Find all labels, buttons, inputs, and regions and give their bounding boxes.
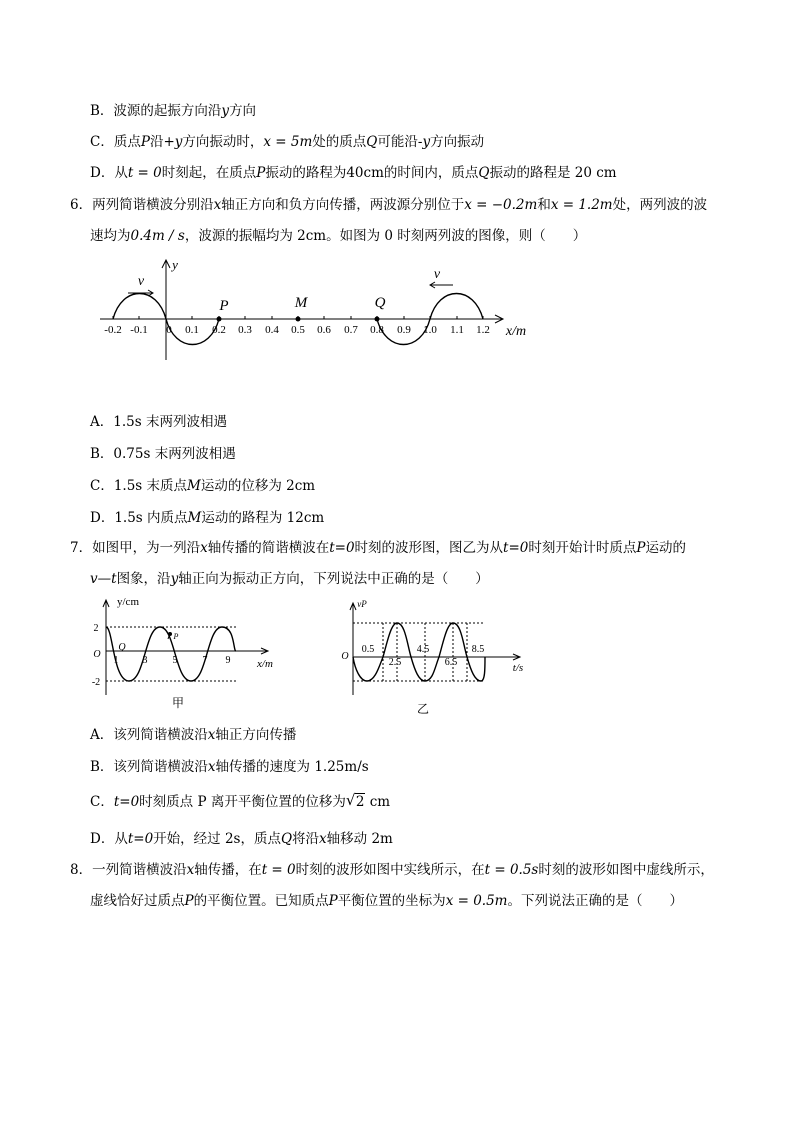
q5-option-b: B．波源的起振方向沿y方向 — [90, 103, 257, 119]
tick-label: 0.4 — [265, 324, 279, 336]
x-axis-label: x/m — [505, 324, 527, 339]
label-v-right: v — [433, 267, 441, 282]
y-tick-label: -2 — [91, 677, 101, 688]
label-m: M — [294, 295, 308, 311]
x-tick-label: 5 — [172, 655, 178, 666]
q6-wave-figure — [95, 255, 535, 365]
point-q-dot — [375, 317, 380, 322]
y-axis-label: y — [172, 257, 178, 272]
point-p-dot — [217, 317, 222, 322]
q6-stem-line1: 6．两列简谐横波分别沿x轴正方向和负方向传播，两波源分别位于x = −0.2m和x = 1.2m处，两列波的波 — [70, 197, 708, 213]
t-axis-label: t/s — [512, 662, 524, 674]
q7-figure-yi — [335, 595, 535, 720]
tick-label: 0.2 — [212, 324, 226, 336]
q6-option-a[interactable]: A．1.5s 末两列波相遇 — [90, 414, 227, 430]
q7-stem-line1: 7．如图甲，为一列沿x轴传播的简谐横波在t=0时刻的波形图，图乙为从t=0时刻开始计时质点P运动的 — [70, 540, 686, 556]
x-tick-label: 3 — [142, 655, 148, 666]
q7-option-a[interactable]: A．该列简谐横波沿x轴正方向传播 — [90, 727, 297, 743]
label-q: Q — [118, 642, 126, 653]
q5-option-d: D．从t = 0时刻起，在质点P振动的路程为40cm的时间内，质点Q振动的路程是 20 cm — [90, 165, 617, 181]
tick-label: 0 — [166, 324, 172, 336]
x-tick-label: 1 — [113, 655, 119, 666]
q8-stem-line2: 虚线恰好过质点P的平衡位置。已知质点P平衡位置的坐标为x = 0.5m。下列说法正确的是（ ） — [90, 893, 683, 909]
tick-label: -0.1 — [130, 324, 148, 336]
tick-label: 0.5 — [291, 324, 305, 336]
q5-option-c: C．质点P沿+y方向振动时，x = 5m处的质点Q可能沿-y方向振动 — [90, 134, 485, 150]
label-q: Q — [374, 295, 386, 311]
origin-label: O — [93, 649, 101, 660]
tick-label: 0.6 — [317, 324, 331, 336]
label-v-left: v — [137, 274, 145, 289]
q6-option-c[interactable]: C．1.5s 末质点M运动的位移为 2cm — [90, 478, 316, 494]
x-axis-label: x/m — [257, 658, 273, 670]
label-p: P — [219, 298, 229, 314]
tick-label: 0.8 — [370, 324, 384, 336]
origin-label: O — [341, 651, 349, 662]
tick-label: 0.9 — [397, 324, 411, 336]
q7-option-c[interactable]: C．t=0时刻质点 P 离开平衡位置的位移为 √ 2 cm — [90, 791, 391, 810]
q7-figure-jia — [88, 595, 288, 715]
t-tick-label: 2.5 — [388, 657, 402, 668]
q8-stem-line1: 8．一列简谐横波沿x轴传播，在t = 0时刻的波形如图中实线所示，在t = 0.5s时刻的波形如图中虚线所示， — [70, 862, 714, 878]
x-tick-label: 7 — [202, 655, 208, 666]
t-tick-label: 8.5 — [471, 644, 485, 655]
y-tick-label: 2 — [93, 623, 99, 634]
tick-label: 1.2 — [476, 324, 490, 336]
t-tick-label: 0.5 — [361, 644, 375, 655]
point-m-dot — [296, 317, 301, 322]
tick-label: 1.0 — [423, 324, 437, 336]
point-p-dot — [168, 632, 172, 636]
tick-label: 0.3 — [238, 324, 252, 336]
q6-stem-line2: 速均为0.4m / s，波源的振幅均为 2cm。如图为 0 时刻两列波的图像，则（ ） — [90, 228, 587, 244]
caption-jia: 甲 — [171, 696, 185, 710]
q6-option-b[interactable]: B．0.75s 末两列波相遇 — [90, 446, 236, 462]
sqrt-symbol: √ 2 — [345, 791, 365, 810]
tick-label: 0.7 — [344, 324, 358, 336]
tick-label: 1.1 — [450, 324, 464, 336]
label-p: P — [173, 632, 179, 641]
t-tick-label: 4.5 — [416, 644, 430, 655]
t-tick-label: 6.5 — [444, 657, 458, 668]
tick-label: 0.1 — [185, 324, 199, 336]
x-tick-label: 9 — [225, 655, 231, 666]
caption-yi: 乙 — [416, 702, 430, 716]
q6-option-d[interactable]: D．1.5s 内质点M运动的路程为 12cm — [90, 510, 325, 526]
tick-label: -0.2 — [104, 324, 122, 336]
y-axis-label: y/cm — [117, 596, 139, 608]
q7-option-d[interactable]: D．从t=0开始，经过 2s，质点Q将沿x轴移动 2m — [90, 831, 393, 847]
q7-option-b[interactable]: B．该列简谐横波沿x轴传播的速度为 1.25m/s — [90, 759, 369, 775]
v-axis-label: vP — [357, 599, 367, 609]
q7-stem-line2: v—t图象，沿y轴正向为振动正方向，下列说法中正确的是（ ） — [90, 571, 489, 587]
